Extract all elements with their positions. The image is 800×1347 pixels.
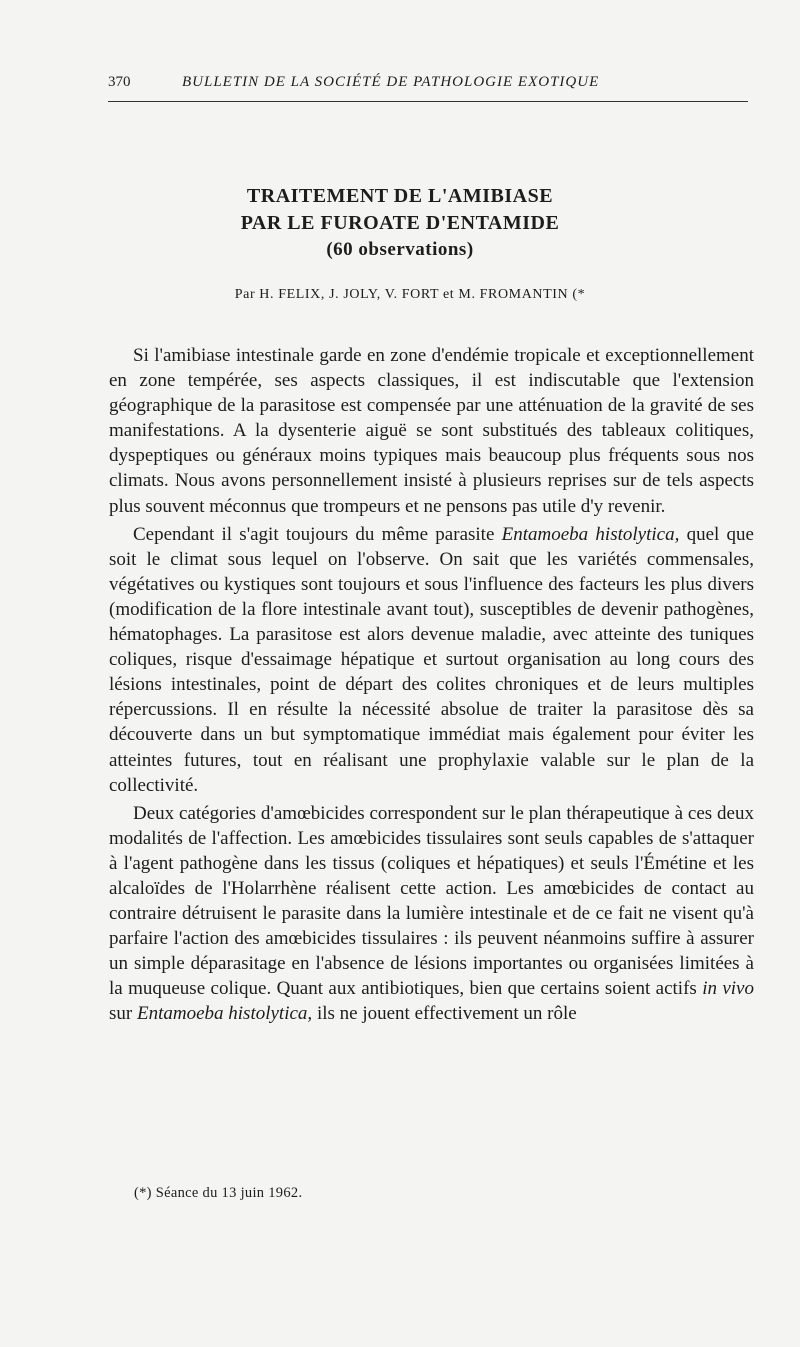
latin-phrase: in vivo [702,978,754,1000]
article-subtitle: (60 observations) [326,239,474,260]
paragraph-3 [109,801,754,1027]
paragraph-3-text-b: ils ne jouent effectivement un rôle [312,1003,577,1025]
paragraph-3-text-mid: sur [109,1003,137,1025]
header-rule [108,101,748,102]
paragraph-3-text-a: Deux catégories d'amœbicides correspondent sur le plan thérapeutique à ces deux modalités de l'affection. Les amœbicides tissulaires sont seuls capables de s'attaquer à l'agent pathogène dans les tissus (coliques et hépatiques) et seuls l'Émétine et les alcaloïdes de l'Holarrhène réalisent cette action. Les amœbicides de contact au contraire détruisent le parasite dans la lumière intestinale et de ce fait ne visent qu'à parfaire l'action des amœbicides tissulaires : ils peuvent néanmoins suffire à assurer un simple déparasitage en l'absence de lésions importantes ou organisées limitées à la muqueuse colique. Quant aux antibiotiques, bien que certains soient actifs [109,802,754,1000]
author-line: Par H. FELIX, J. JOLY, V. FORT et M. FROMANTIN (* [234,287,586,302]
species-name-2: Entamoeba histolytica, [136,1003,313,1025]
footnote: (*) Séance du 13 juin 1962. [134,1185,303,1201]
paragraph-2-text-b: quel que soit le climat sous lequel on l'observe. On sait que les variétés commensales, végétatives ou kystiques sont toujours et sous l'influence des facteurs les plus divers (modification de la flore intestinale avant tout), susceptibles de devenir pathogènes, hématophages. La parasitose est alors devenue maladie, avec atteinte des tuniques coliques, risque d'essaimage hépatique et surtout organisation au long cours des lésions intestinales, point de départ des colites chroniques et de leurs multiples répercussions. Il en résulte la nécessité absolue de traiter la parasitose dès sa découverte dans un but symptomatique immédiat mais également pour éviter les atteintes futures, tout en réalisant une prophylaxie valable sur le plan de la collectivité. [109,523,754,796]
page-number: 370 [108,74,131,90]
paragraph-2-text-a: Cependant il s'agit toujours du même parasite [133,523,502,545]
paragraph-2 [109,522,754,798]
journal-title: BULLETIN DE LA SOCIÉTÉ DE PATHOLOGIE EXOTIQUE [182,74,600,90]
paragraph-1: Si l'amibiase intestinale garde en zone d'endémie tropicale et exceptionnellement en zone tempérée, ses aspects classiques, il est indiscutable que l'extension géographique de la parasitose est compensée par une atténuation de la gravité de ses manifestations. A la dysenterie aiguë se sont substitués des tableaux colitiques, dyspeptiques ou généraux moins typiques mais beaucoup plus fréquents sous nos climats. Nous avons personnellement insisté à plusieurs reprises sur de tels aspects plus souvent méconnus que trompeurs et ne pensons pas utile d'y revenir. [109,345,754,517]
article-title-line-1: TRAITEMENT DE L'AMIBIASE [246,185,554,207]
article-body [109,343,754,1027]
article-title-line-2: PAR LE FUROATE D'ENTAMIDE [240,212,560,234]
species-name: Entamoeba histolytica, [501,523,680,545]
